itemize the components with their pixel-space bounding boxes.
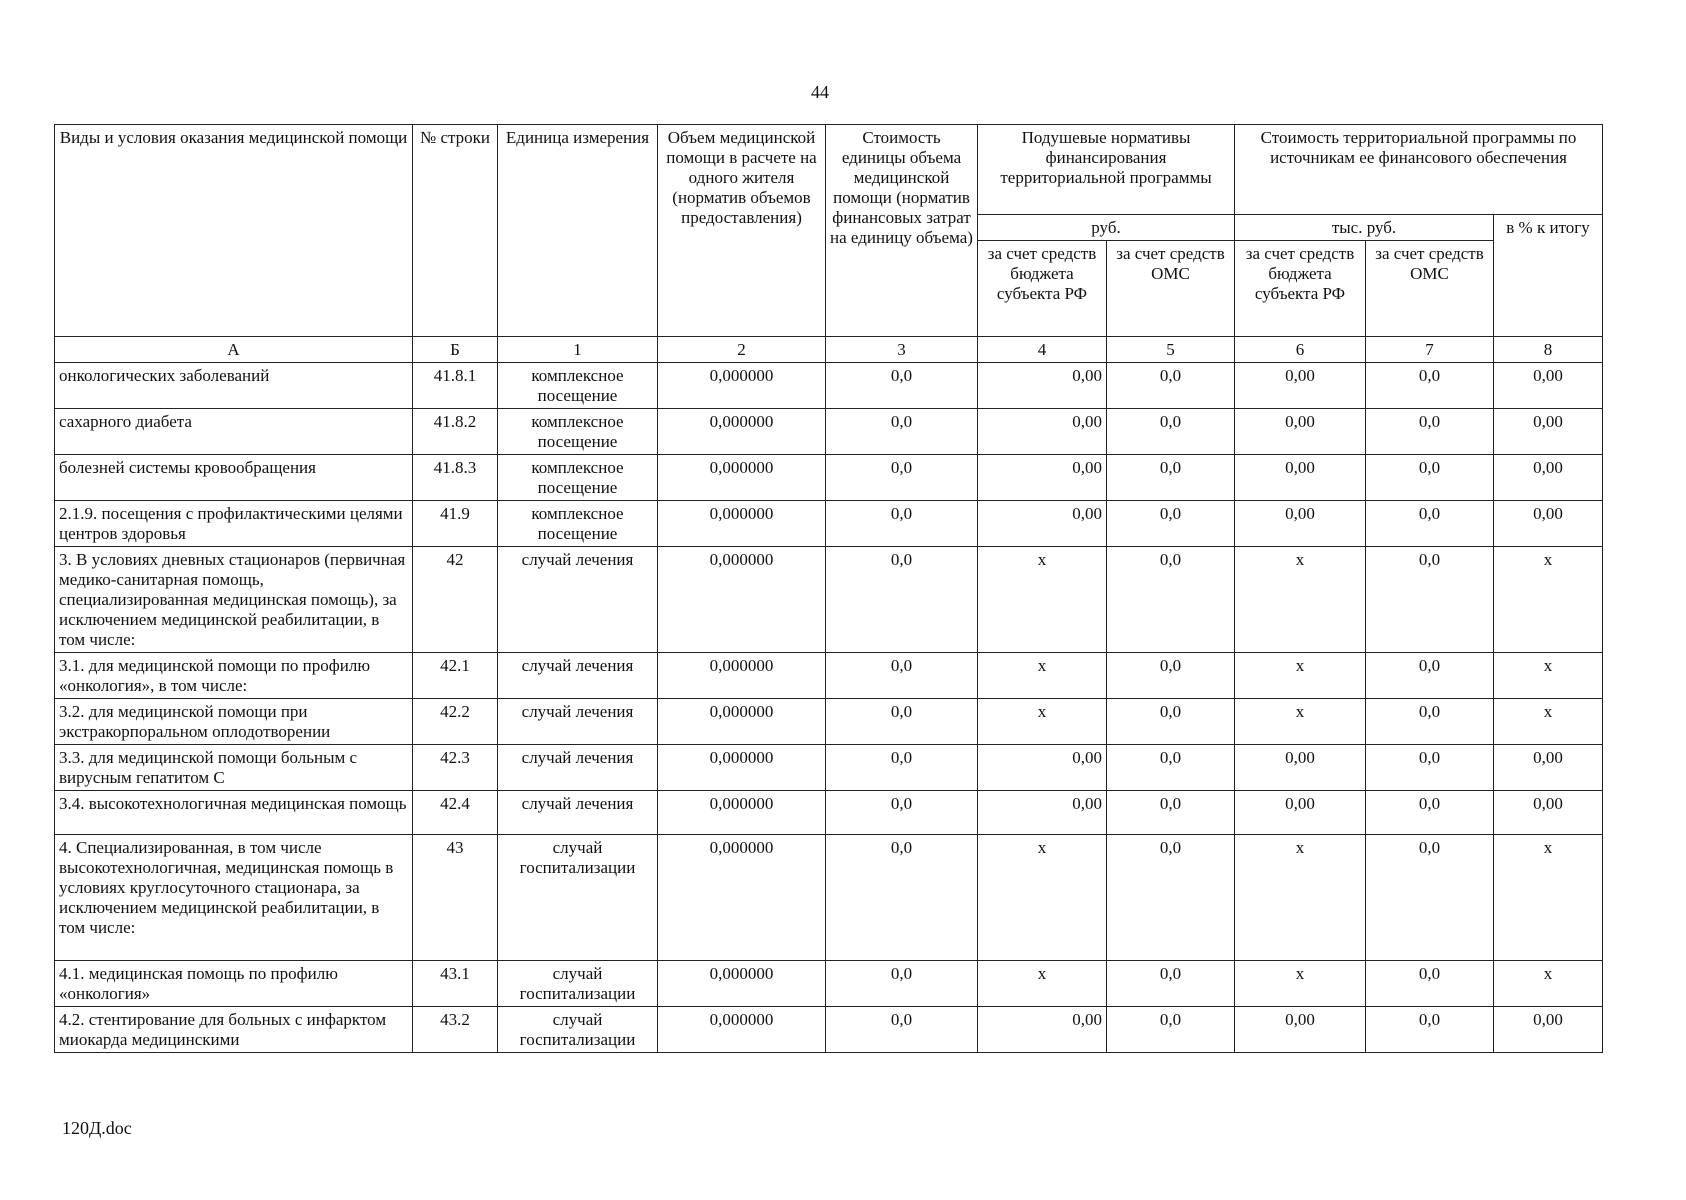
cell-oms-rub: 0,0: [1107, 501, 1235, 547]
row-unit: комплексное посещение: [498, 363, 658, 409]
cell-unit-cost: 0,0: [826, 1007, 978, 1053]
cell-volume: 0,000000: [658, 791, 826, 835]
col-index: Б: [413, 337, 498, 363]
cell-budget-rub: х: [978, 547, 1107, 653]
table-row: [55, 501, 1603, 547]
col-index: А: [55, 337, 413, 363]
cell-pct: 0,00: [1494, 363, 1603, 409]
table-row: [55, 1007, 1603, 1053]
row-number: 43.2: [413, 1007, 498, 1053]
cell-oms-rub: 0,0: [1107, 363, 1235, 409]
row-unit: комплексное посещение: [498, 409, 658, 455]
header-budget-thous: за счет средств бюджета субъекта РФ: [1235, 241, 1366, 337]
row-number: 42.4: [413, 791, 498, 835]
col-index: 4: [978, 337, 1107, 363]
cell-budget-thous: х: [1235, 547, 1366, 653]
row-unit: случай госпитализации: [498, 1007, 658, 1053]
cell-budget-rub: 0,00: [978, 791, 1107, 835]
cell-oms-rub: 0,0: [1107, 835, 1235, 961]
cell-oms-rub: 0,0: [1107, 699, 1235, 745]
cell-budget-rub: 0,00: [978, 745, 1107, 791]
cell-unit-cost: 0,0: [826, 791, 978, 835]
header-row-number: № строки: [413, 125, 498, 337]
cell-budget-thous: 0,00: [1235, 791, 1366, 835]
row-unit: случай лечения: [498, 653, 658, 699]
cell-unit-cost: 0,0: [826, 455, 978, 501]
cell-oms-thous: 0,0: [1366, 835, 1494, 961]
cell-budget-rub: х: [978, 699, 1107, 745]
cell-budget-rub: 0,00: [978, 501, 1107, 547]
row-number: 43.1: [413, 961, 498, 1007]
header-rub: руб.: [978, 215, 1235, 241]
column-index-row: [55, 337, 1603, 363]
cell-oms-thous: 0,0: [1366, 501, 1494, 547]
table-body: [55, 363, 1603, 1053]
row-name: 2.1.9. посещения с профилактическими целями центров здоровья: [55, 501, 413, 547]
header-unit-cost: Стоимость единицы объема медицинской помощи (норматив финансовых затрат на единицу объема): [826, 125, 978, 337]
cell-volume: 0,000000: [658, 699, 826, 745]
cell-budget-thous: 0,00: [1235, 501, 1366, 547]
cell-budget-thous: 0,00: [1235, 363, 1366, 409]
cell-pct: 0,00: [1494, 791, 1603, 835]
cell-budget-thous: 0,00: [1235, 409, 1366, 455]
cell-budget-rub: 0,00: [978, 409, 1107, 455]
header-thous-rub: тыс. руб.: [1235, 215, 1494, 241]
cell-volume: 0,000000: [658, 961, 826, 1007]
cell-budget-thous: х: [1235, 835, 1366, 961]
col-index: 6: [1235, 337, 1366, 363]
table-row: [55, 835, 1603, 961]
row-name: сахарного диабета: [55, 409, 413, 455]
table-row: [55, 961, 1603, 1007]
col-index: 8: [1494, 337, 1603, 363]
row-name: 3.1. для медицинской помощи по профилю «онкология», в том числе:: [55, 653, 413, 699]
cell-oms-thous: 0,0: [1366, 961, 1494, 1007]
row-name: 3.4. высокотехнологичная медицинская помощь: [55, 791, 413, 835]
cell-oms-rub: 0,0: [1107, 745, 1235, 791]
cell-budget-thous: 0,00: [1235, 1007, 1366, 1053]
cell-budget-rub: 0,00: [978, 363, 1107, 409]
row-number: 42: [413, 547, 498, 653]
row-number: 41.8.2: [413, 409, 498, 455]
row-unit: случай лечения: [498, 791, 658, 835]
header-oms-rub: за счет средств ОМС: [1107, 241, 1235, 337]
cell-volume: 0,000000: [658, 835, 826, 961]
cell-budget-thous: 0,00: [1235, 455, 1366, 501]
table-row: [55, 409, 1603, 455]
cell-budget-thous: х: [1235, 961, 1366, 1007]
cell-unit-cost: 0,0: [826, 835, 978, 961]
row-number: 41.8.3: [413, 455, 498, 501]
table-row: [55, 653, 1603, 699]
header-pct-total: в % к итогу: [1494, 215, 1603, 337]
cell-unit-cost: 0,0: [826, 547, 978, 653]
row-unit: случай лечения: [498, 699, 658, 745]
header-kinds: Виды и условия оказания медицинской помощи: [55, 125, 413, 337]
cell-volume: 0,000000: [658, 501, 826, 547]
cell-oms-rub: 0,0: [1107, 653, 1235, 699]
cell-oms-thous: 0,0: [1366, 409, 1494, 455]
cell-oms-thous: 0,0: [1366, 653, 1494, 699]
cell-budget-thous: х: [1235, 653, 1366, 699]
cell-oms-thous: 0,0: [1366, 745, 1494, 791]
cell-volume: 0,000000: [658, 745, 826, 791]
cell-pct: 0,00: [1494, 409, 1603, 455]
cell-pct: х: [1494, 835, 1603, 961]
row-unit: случай госпитализации: [498, 961, 658, 1007]
header-budget-rub: за счет средств бюджета субъекта РФ: [978, 241, 1107, 337]
table-row: [55, 791, 1603, 835]
page-number: 44: [811, 82, 829, 102]
row-name: болезней системы кровообращения: [55, 455, 413, 501]
financing-table: [54, 124, 1603, 1053]
header-oms-thous: за счет средств ОМС: [1366, 241, 1494, 337]
row-name: 4. Специализированная, в том числе высокотехнологичная, медицинская помощь в условиях круглосуточного стационара, за исключением медицинской реабилитации, в том числе:: [55, 835, 413, 961]
cell-unit-cost: 0,0: [826, 961, 978, 1007]
cell-oms-thous: 0,0: [1366, 699, 1494, 745]
col-index: 1: [498, 337, 658, 363]
cell-unit-cost: 0,0: [826, 501, 978, 547]
cell-unit-cost: 0,0: [826, 653, 978, 699]
cell-unit-cost: 0,0: [826, 699, 978, 745]
cell-unit-cost: 0,0: [826, 409, 978, 455]
cell-oms-rub: 0,0: [1107, 791, 1235, 835]
cell-budget-rub: х: [978, 653, 1107, 699]
cell-oms-thous: 0,0: [1366, 363, 1494, 409]
table-row: [55, 699, 1603, 745]
cell-unit-cost: 0,0: [826, 363, 978, 409]
row-number: 43: [413, 835, 498, 961]
col-index: 2: [658, 337, 826, 363]
cell-volume: 0,000000: [658, 653, 826, 699]
cell-volume: 0,000000: [658, 409, 826, 455]
row-name: онкологических заболеваний: [55, 363, 413, 409]
row-number: 42.1: [413, 653, 498, 699]
cell-pct: 0,00: [1494, 1007, 1603, 1053]
col-index: 3: [826, 337, 978, 363]
cell-oms-thous: 0,0: [1366, 547, 1494, 653]
row-unit: случай лечения: [498, 745, 658, 791]
row-name: 3.2. для медицинской помощи при экстракорпоральном оплодотворении: [55, 699, 413, 745]
row-unit: случай госпитализации: [498, 835, 658, 961]
cell-oms-rub: 0,0: [1107, 961, 1235, 1007]
footer-filename: 120Д.doc: [62, 1118, 132, 1138]
table-row: [55, 547, 1603, 653]
col-index: 7: [1366, 337, 1494, 363]
cell-oms-rub: 0,0: [1107, 455, 1235, 501]
col-index: 5: [1107, 337, 1235, 363]
row-unit: комплексное посещение: [498, 455, 658, 501]
table-row: [55, 745, 1603, 791]
cell-pct: х: [1494, 699, 1603, 745]
cell-oms-rub: 0,0: [1107, 409, 1235, 455]
row-name: 3.3. для медицинской помощи больным с вирусным гепатитом С: [55, 745, 413, 791]
row-number: 42.3: [413, 745, 498, 791]
cell-oms-rub: 0,0: [1107, 1007, 1235, 1053]
table-row: [55, 455, 1603, 501]
cell-volume: 0,000000: [658, 1007, 826, 1053]
row-name: 4.1. медицинская помощь по профилю «онкология»: [55, 961, 413, 1007]
table-header: [55, 125, 1603, 363]
header-volume: Объем медицинской помощи в расчете на одного жителя (норматив объемов предоставления): [658, 125, 826, 337]
cell-oms-thous: 0,0: [1366, 455, 1494, 501]
cell-budget-rub: 0,00: [978, 1007, 1107, 1053]
cell-unit-cost: 0,0: [826, 745, 978, 791]
cell-budget-rub: х: [978, 835, 1107, 961]
cell-pct: х: [1494, 961, 1603, 1007]
row-number: 41.9: [413, 501, 498, 547]
row-unit: комплексное посещение: [498, 501, 658, 547]
cell-volume: 0,000000: [658, 547, 826, 653]
cell-budget-rub: х: [978, 961, 1107, 1007]
header-unit: Единица измерения: [498, 125, 658, 337]
cell-pct: 0,00: [1494, 745, 1603, 791]
row-number: 42.2: [413, 699, 498, 745]
cell-volume: 0,000000: [658, 363, 826, 409]
cell-budget-rub: 0,00: [978, 455, 1107, 501]
table-row: [55, 363, 1603, 409]
cell-budget-thous: 0,00: [1235, 745, 1366, 791]
row-name: 4.2. стентирование для больных с инфарктом миокарда медицинскими: [55, 1007, 413, 1053]
cell-pct: х: [1494, 653, 1603, 699]
cell-oms-thous: 0,0: [1366, 791, 1494, 835]
cell-budget-thous: х: [1235, 699, 1366, 745]
cell-pct: х: [1494, 547, 1603, 653]
header-per-capita: Подушевые нормативы финансирования территориальной программы: [978, 125, 1235, 215]
row-name: 3. В условиях дневных стационаров (первичная медико-санитарная помощь, специализированная медицинская помощь), за исключением медицинской реабилитации, в том числе:: [55, 547, 413, 653]
cell-oms-rub: 0,0: [1107, 547, 1235, 653]
cell-pct: 0,00: [1494, 455, 1603, 501]
row-unit: случай лечения: [498, 547, 658, 653]
row-number: 41.8.1: [413, 363, 498, 409]
header-program-cost: Стоимость территориальной программы по источникам ее финансового обеспечения: [1235, 125, 1603, 215]
cell-pct: 0,00: [1494, 501, 1603, 547]
cell-volume: 0,000000: [658, 455, 826, 501]
cell-oms-thous: 0,0: [1366, 1007, 1494, 1053]
